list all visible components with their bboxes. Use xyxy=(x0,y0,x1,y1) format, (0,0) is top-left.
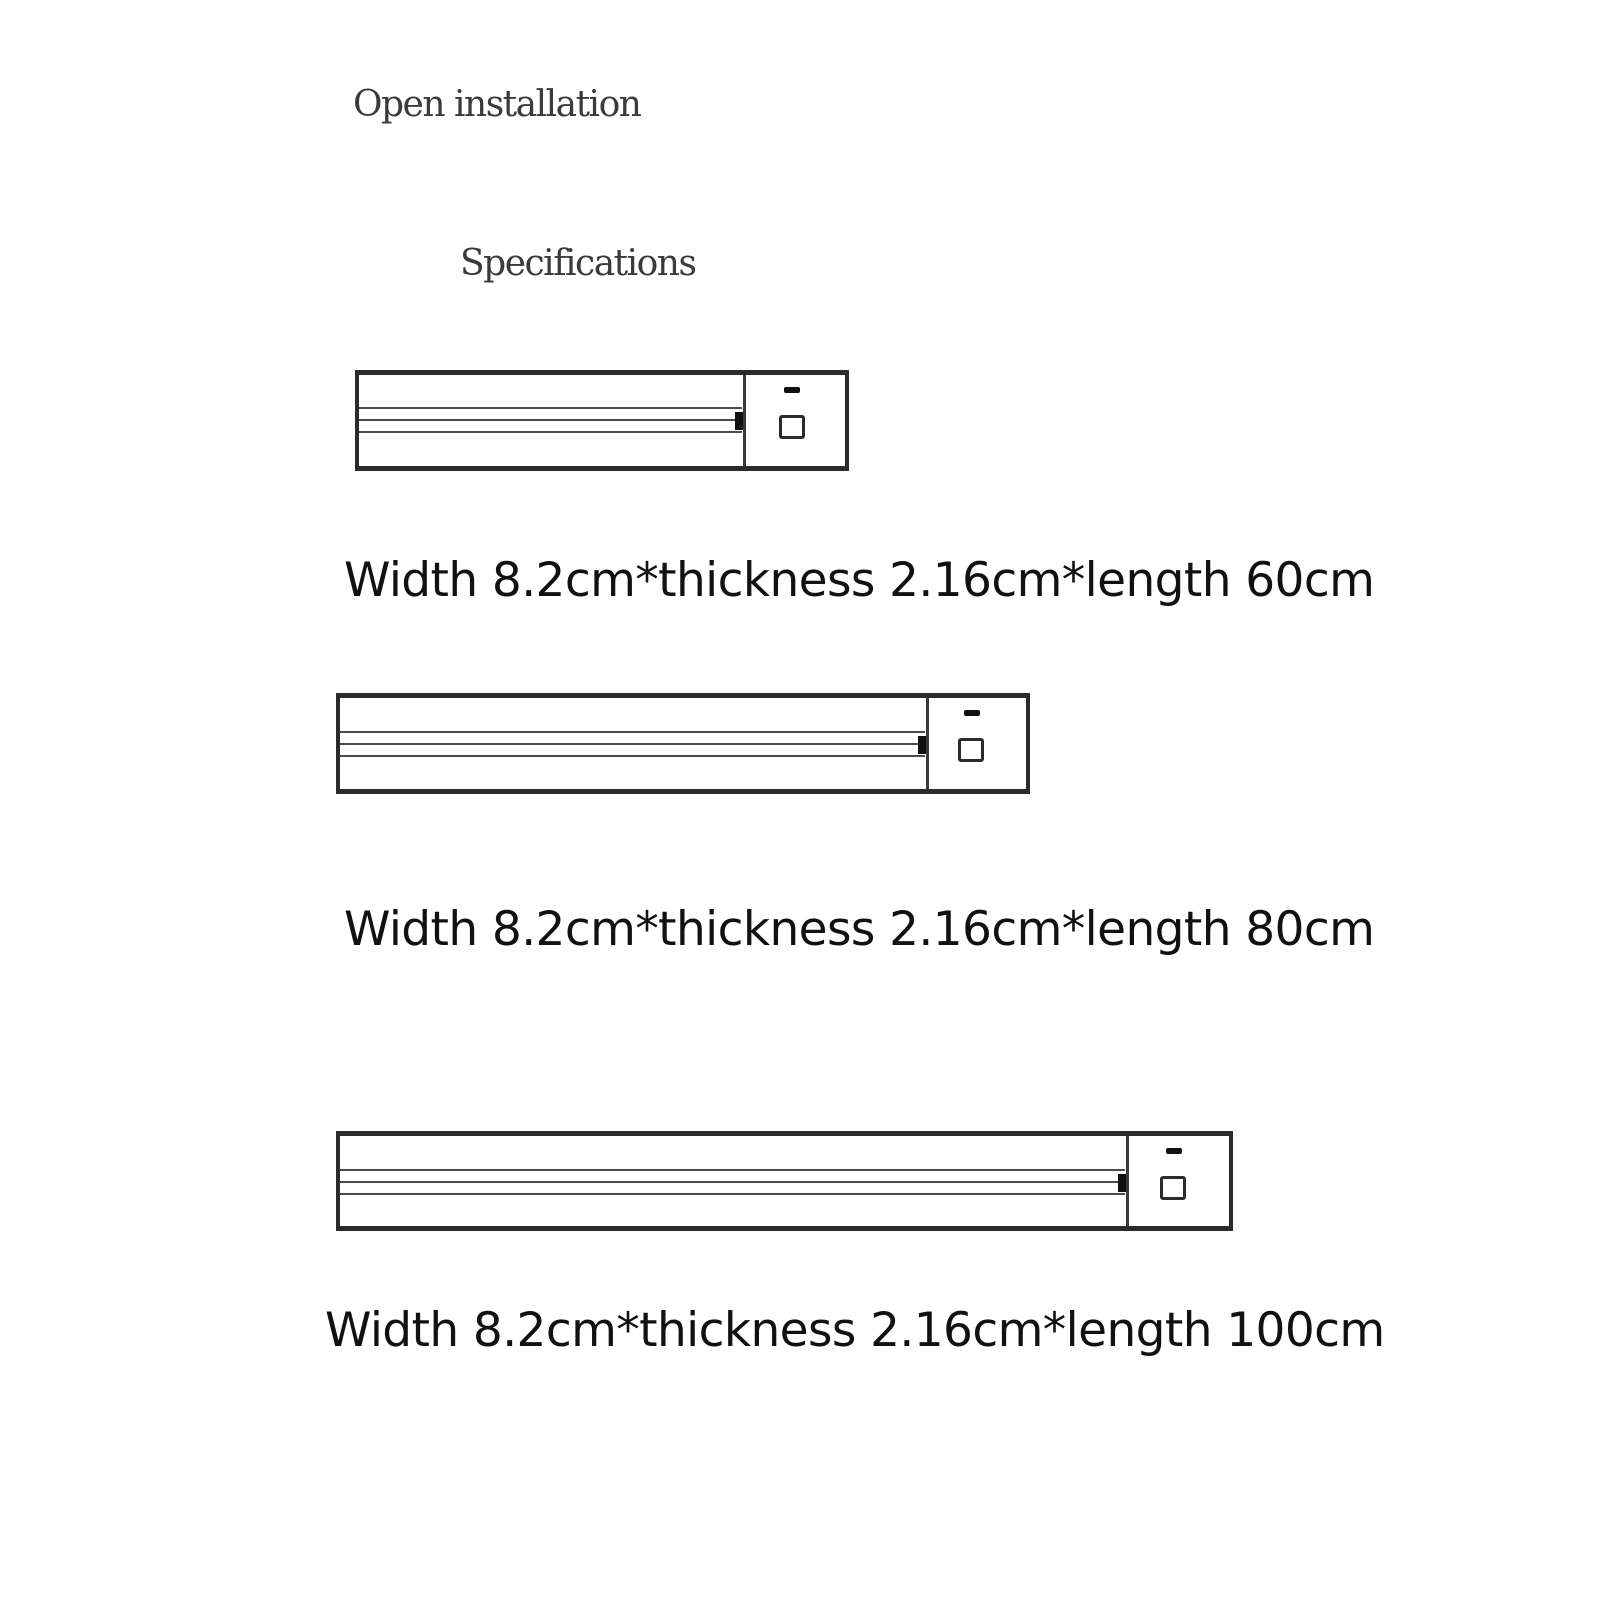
specifications-heading: Specifications xyxy=(460,243,696,284)
connector-notch xyxy=(1118,1174,1126,1192)
sensor-window-icon xyxy=(958,738,984,762)
sensor-window-icon xyxy=(779,415,805,439)
track-line xyxy=(340,731,925,733)
indicator-led xyxy=(784,387,800,393)
end-cap-divider xyxy=(926,698,929,789)
sensor-window-icon xyxy=(1160,1176,1186,1200)
spec-label-100cm: Width 8.2cm*thickness 2.16cm*length 100cm xyxy=(325,1303,1385,1358)
indicator-led xyxy=(1166,1148,1182,1154)
spec-label-80cm: Width 8.2cm*thickness 2.16cm*length 80cm xyxy=(344,902,1375,957)
track-line xyxy=(359,407,742,409)
track-line xyxy=(359,431,742,433)
track-line xyxy=(340,1181,1125,1183)
connector-notch xyxy=(918,736,926,754)
indicator-led xyxy=(964,710,980,716)
end-cap-divider xyxy=(1126,1136,1129,1226)
light-bar-100cm xyxy=(336,1131,1233,1231)
track-line xyxy=(359,419,742,421)
light-bar-80cm xyxy=(336,693,1030,794)
track-line xyxy=(340,1193,1125,1195)
end-cap-divider xyxy=(743,375,746,466)
track-line xyxy=(340,743,925,745)
connector-notch xyxy=(735,412,743,430)
track-line xyxy=(340,1169,1125,1171)
light-bar-60cm xyxy=(355,370,849,471)
track-line xyxy=(340,755,925,757)
spec-label-60cm: Width 8.2cm*thickness 2.16cm*length 60cm xyxy=(344,553,1375,608)
open-installation-heading: Open installation xyxy=(353,84,641,125)
